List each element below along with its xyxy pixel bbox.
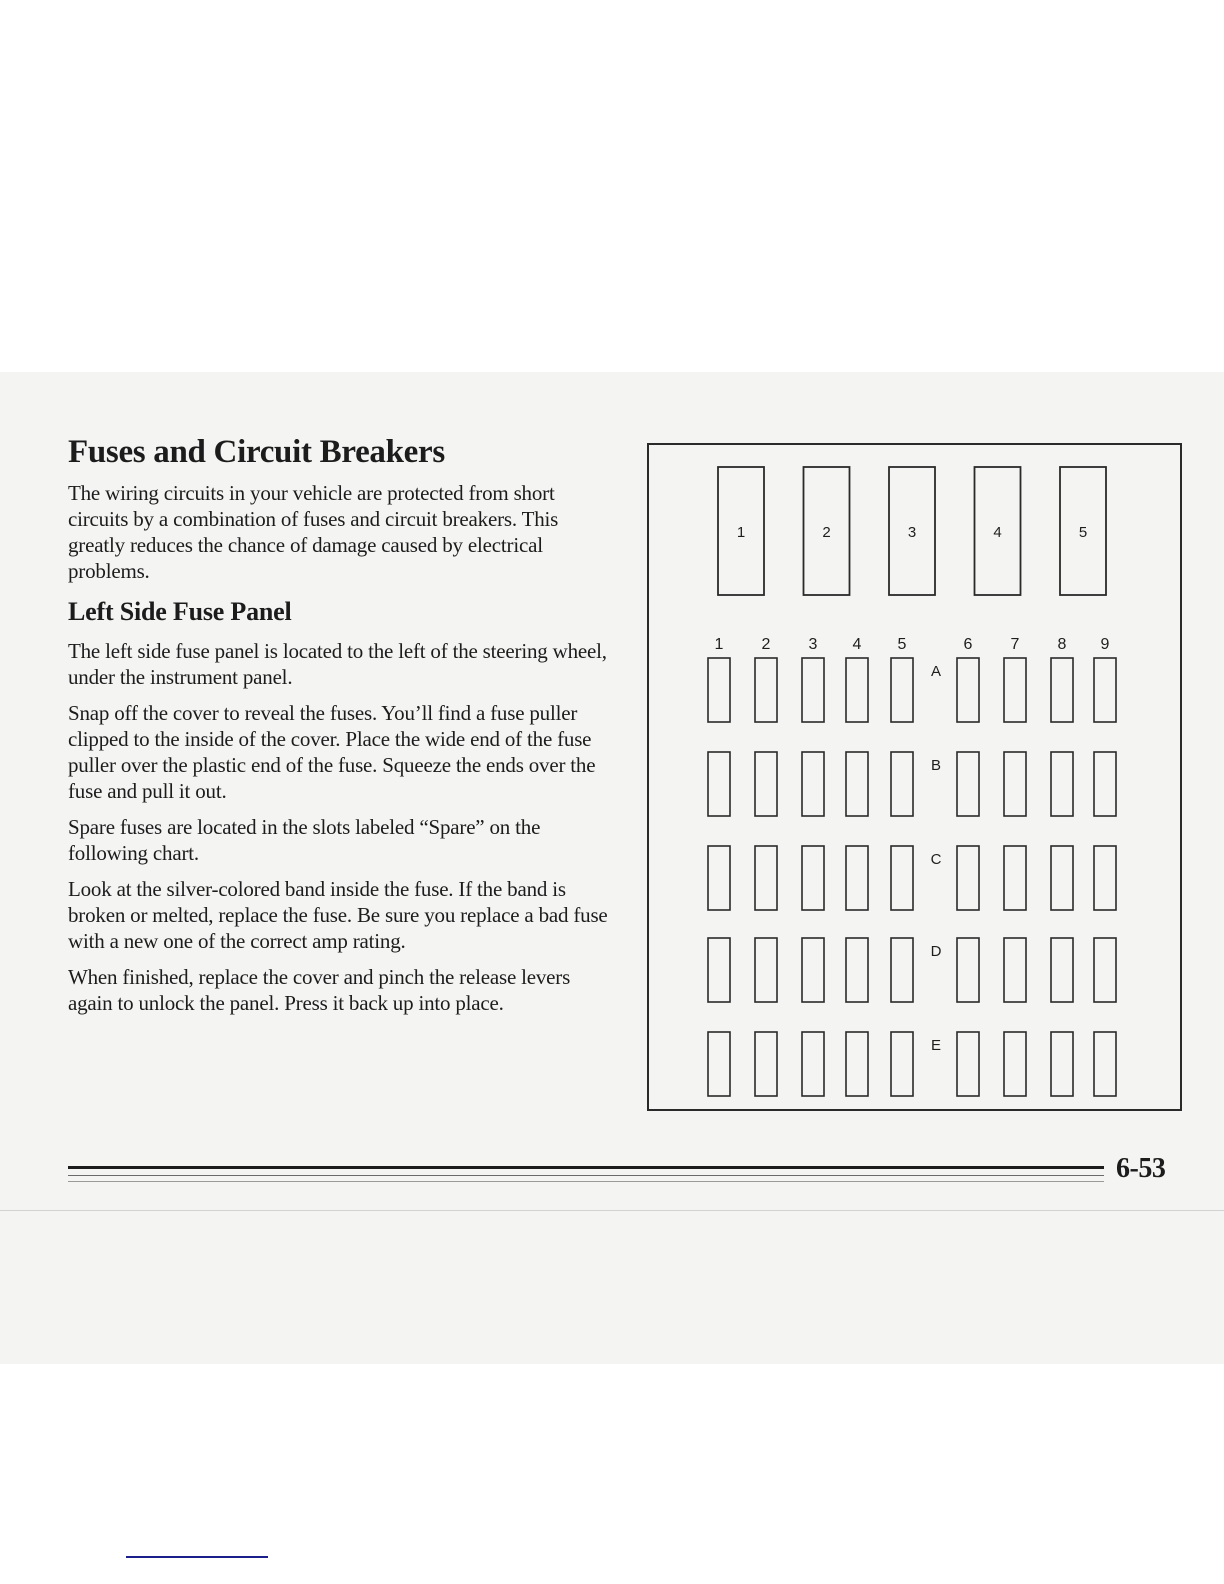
fuse-column-label: 8 bbox=[1057, 636, 1067, 653]
section-title: Left Side Fuse Panel bbox=[68, 597, 292, 626]
fuse-slot bbox=[846, 1032, 868, 1096]
fuse-slot bbox=[1094, 752, 1116, 816]
fuse-slot bbox=[846, 846, 868, 910]
fuse-slot bbox=[1094, 1032, 1116, 1096]
fuse-slot bbox=[846, 752, 868, 816]
fuse-slot bbox=[1004, 846, 1026, 910]
body-paragraph: Spare fuses are located in the slots labeled “Spare” on the following chart. bbox=[68, 815, 541, 865]
fuse-slot bbox=[708, 752, 730, 816]
underline-mark bbox=[126, 1556, 268, 1558]
fuse-slot bbox=[1094, 938, 1116, 1002]
fuse-slot bbox=[957, 752, 979, 816]
fuse-slot bbox=[1051, 752, 1073, 816]
fuse-slot bbox=[708, 938, 730, 1002]
text-column bbox=[68, 432, 608, 1026]
fuse-row-label: A bbox=[930, 663, 942, 680]
page-title: Fuses and Circuit Breakers bbox=[68, 434, 445, 470]
body-paragraph: Look at the silver-colored band inside the fuse. If the band is broken or melted, replace the fuse. Be sure you replace a bad fuse with a new one of the correct amp rating. bbox=[68, 877, 608, 953]
fuse-slot bbox=[957, 658, 979, 722]
body-paragraph: When finished, replace the cover and pinch the release levers again to unlock the panel. Press it back up into place. bbox=[68, 965, 571, 1015]
fuse-column-label: 3 bbox=[808, 636, 818, 653]
fuse-slot bbox=[755, 938, 777, 1002]
circuit-breaker-label: 4 bbox=[993, 524, 1002, 541]
fuse-slot bbox=[891, 658, 913, 722]
fuse-column-label: 1 bbox=[714, 636, 724, 653]
circuit-breaker-label: 2 bbox=[822, 524, 831, 541]
fuse-slot bbox=[755, 846, 777, 910]
fuse-slot bbox=[802, 1032, 824, 1096]
fuse-slot bbox=[802, 938, 824, 1002]
fuse-slot bbox=[1051, 846, 1073, 910]
fuse-slot bbox=[957, 846, 979, 910]
fuse-slot bbox=[755, 658, 777, 722]
fuse-row-label: E bbox=[930, 1037, 942, 1054]
fuse-column-label: 7 bbox=[1010, 636, 1020, 653]
fuse-slot bbox=[957, 938, 979, 1002]
fuse-row-label: B bbox=[930, 757, 942, 774]
fuse-slot bbox=[1051, 658, 1073, 722]
fuse-slot bbox=[846, 938, 868, 1002]
fuse-slot bbox=[708, 846, 730, 910]
fuse-slot bbox=[708, 1032, 730, 1096]
fuse-slot bbox=[1004, 752, 1026, 816]
fuse-slot bbox=[1004, 658, 1026, 722]
body-paragraph: Snap off the cover to reveal the fuses. You’ll find a fuse puller clipped to the inside of the cover. Place the wide end of the fuse puller over the plastic end of the fuse. Squeeze the ends over the fuse and pull it out. bbox=[68, 701, 596, 803]
fuse-column-label: 6 bbox=[963, 636, 973, 653]
fuse-slot bbox=[802, 752, 824, 816]
scan-edge-line bbox=[0, 1210, 1224, 1211]
intro-paragraph: The wiring circuits in your vehicle are protected from short circuits by a combination of fuses and circuit breakers. This greatly reduces the chance of damage caused by electrical problems. bbox=[68, 481, 559, 583]
fuse-column-label: 9 bbox=[1100, 636, 1110, 653]
fuse-panel-svg bbox=[649, 445, 1180, 1109]
fuse-slot bbox=[1051, 1032, 1073, 1096]
page-number: 6-53 bbox=[1116, 1153, 1166, 1184]
fuse-slot bbox=[891, 1032, 913, 1096]
fuse-column-label: 2 bbox=[761, 636, 771, 653]
fuse-column-label: 4 bbox=[852, 636, 862, 653]
fuse-slot bbox=[755, 1032, 777, 1096]
fuse-slot bbox=[957, 1032, 979, 1096]
body-paragraph: The left side fuse panel is located to the left of the steering wheel, under the instrument panel. bbox=[68, 639, 607, 689]
fuse-slot bbox=[708, 658, 730, 722]
fuse-slot bbox=[1004, 938, 1026, 1002]
fuse-slot bbox=[891, 846, 913, 910]
fuse-slot bbox=[1094, 658, 1116, 722]
footer-rule bbox=[68, 1166, 1104, 1169]
fuse-slot bbox=[846, 658, 868, 722]
fuse-slot bbox=[1094, 846, 1116, 910]
fuse-slot bbox=[755, 752, 777, 816]
fuse-row-label: C bbox=[930, 851, 942, 868]
fuse-column-label: 5 bbox=[897, 636, 907, 653]
circuit-breaker-label: 3 bbox=[907, 524, 917, 541]
fuse-row-label: D bbox=[930, 943, 942, 960]
footer-rule bbox=[68, 1175, 1104, 1176]
fuse-panel-diagram bbox=[647, 443, 1182, 1111]
fuse-slot bbox=[802, 846, 824, 910]
fuse-slot bbox=[1004, 1032, 1026, 1096]
circuit-breaker-label: 5 bbox=[1078, 524, 1088, 541]
fuse-slot bbox=[891, 938, 913, 1002]
fuse-slot bbox=[1051, 938, 1073, 1002]
footer-rule bbox=[68, 1181, 1104, 1182]
circuit-breaker-label: 1 bbox=[736, 524, 746, 541]
fuse-slot bbox=[802, 658, 824, 722]
fuse-slot bbox=[891, 752, 913, 816]
